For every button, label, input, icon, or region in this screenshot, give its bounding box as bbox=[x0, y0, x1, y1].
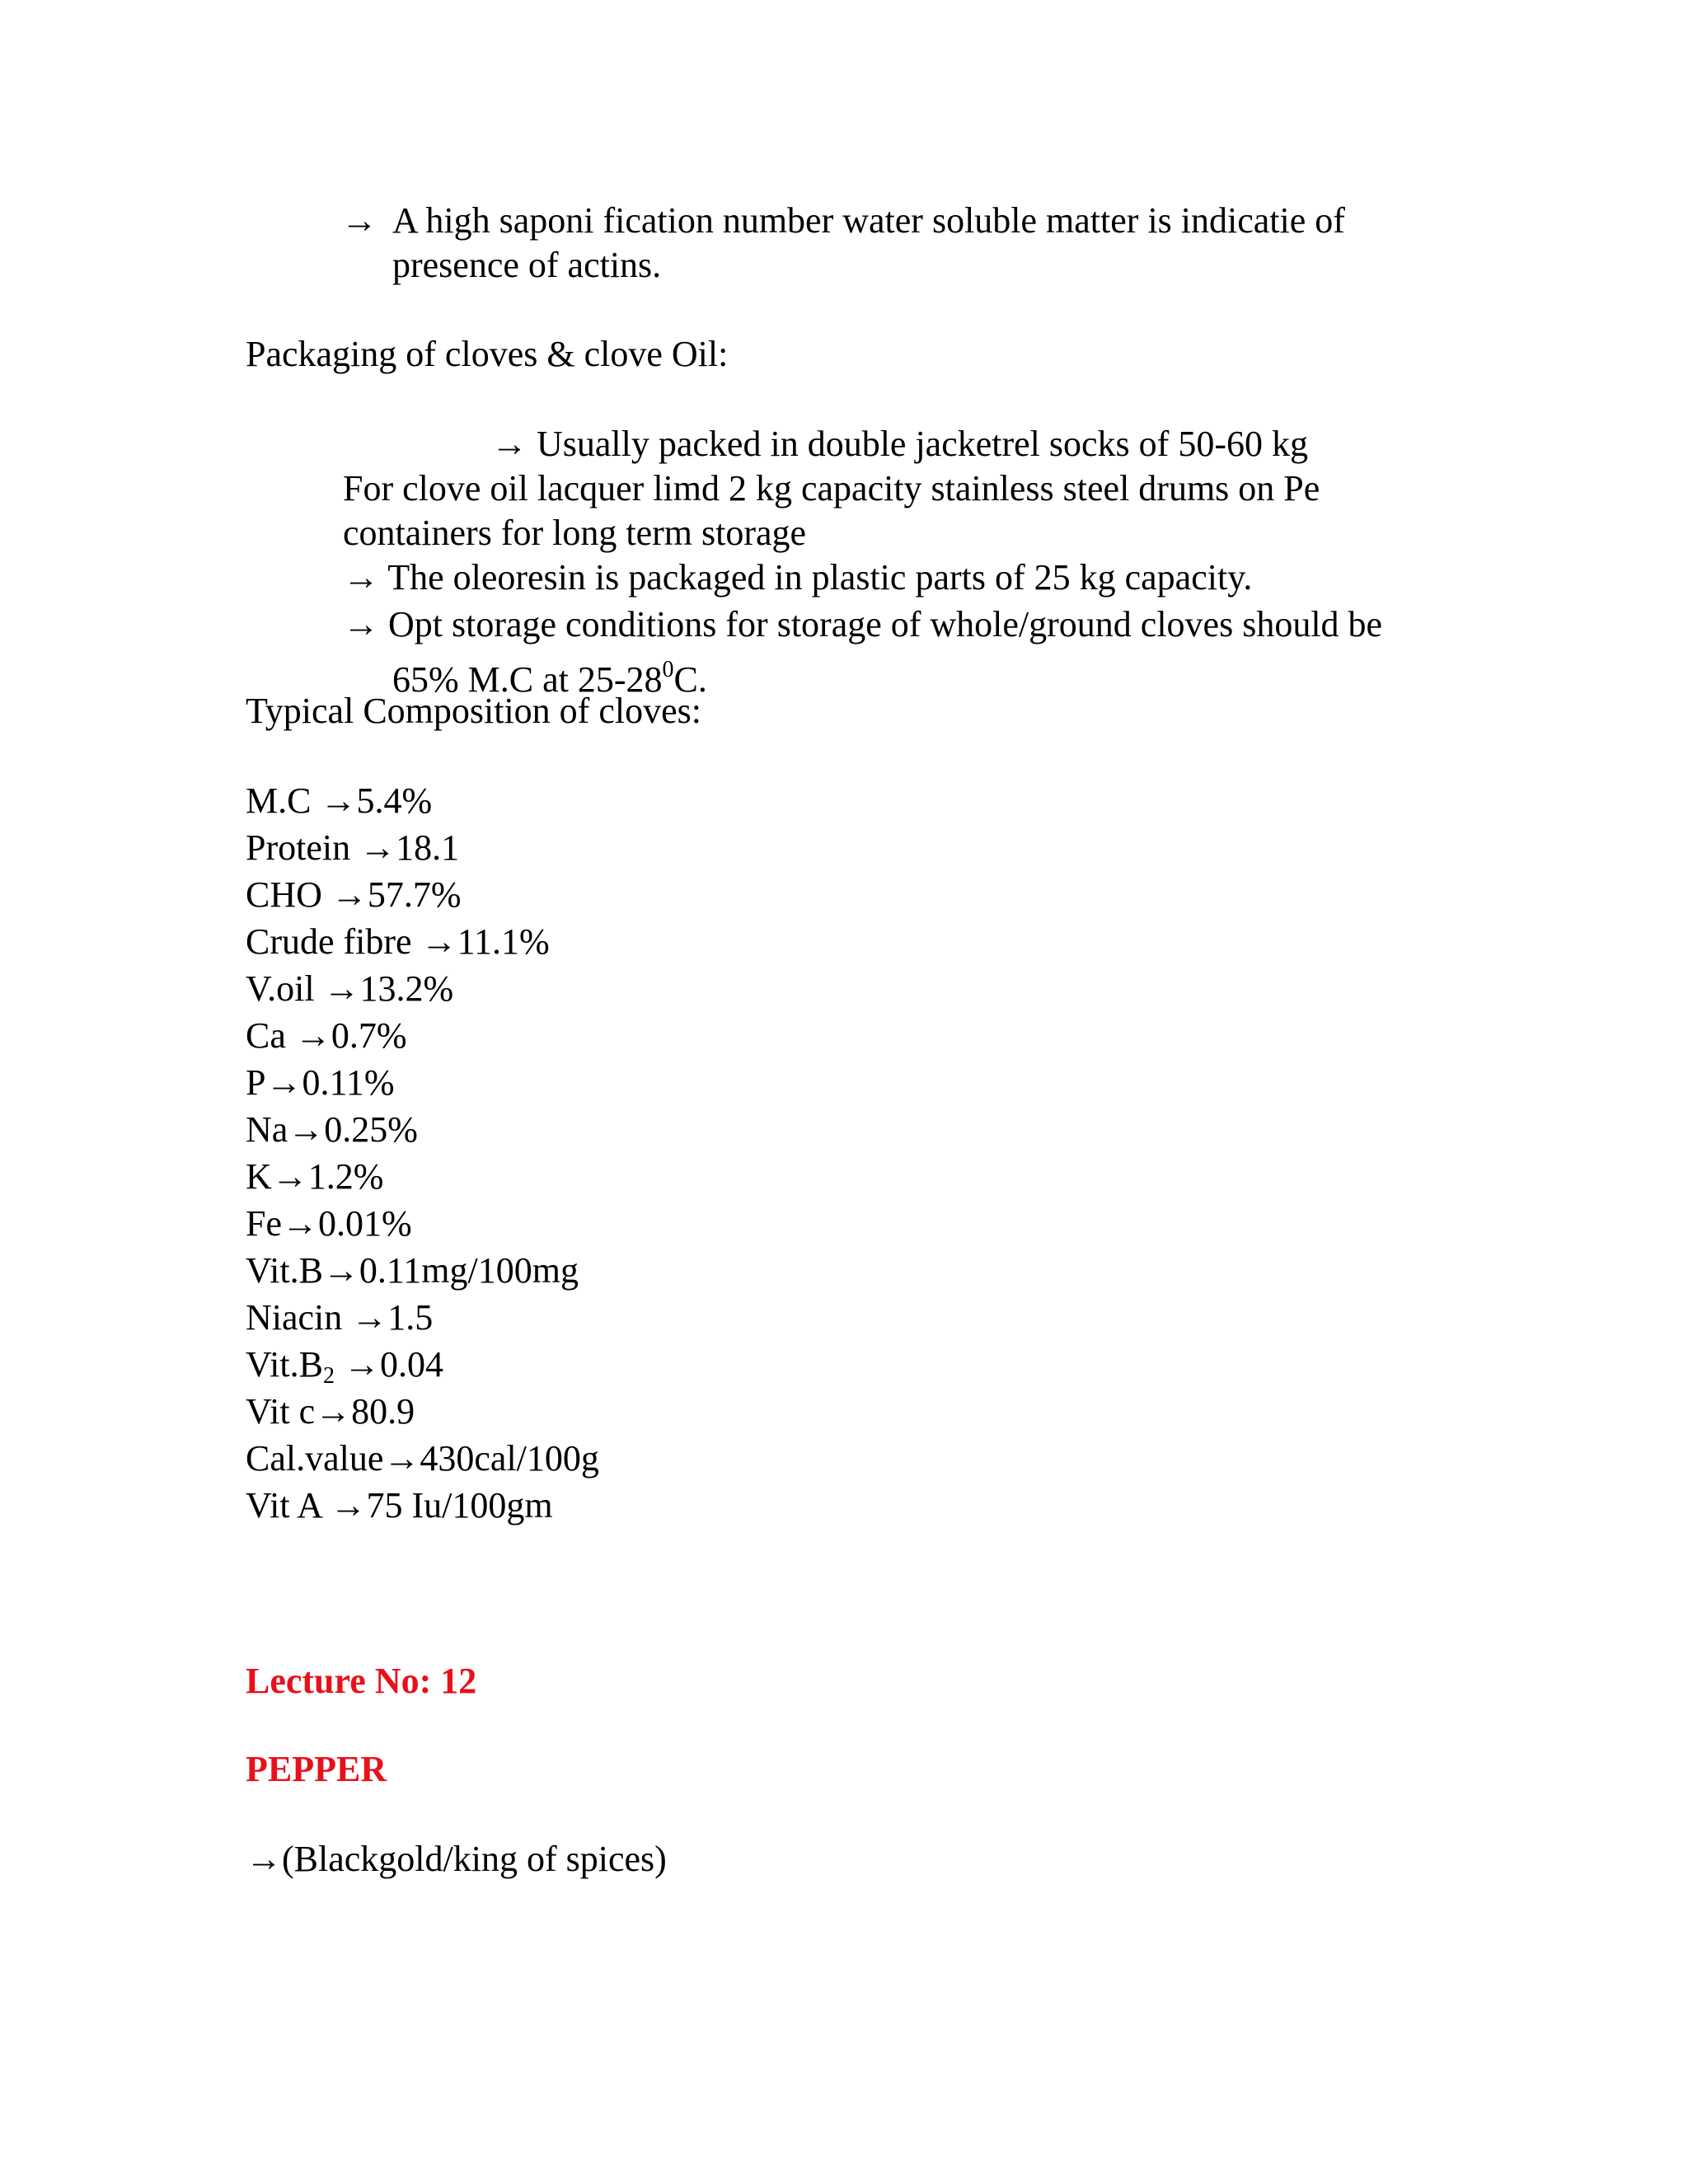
storage-temp-unit: C. bbox=[673, 659, 707, 700]
packaging-bullet-1: → Usually packed in double jacketrel socks of 50-60 kg bbox=[491, 424, 1308, 464]
lecture-heading: Lecture No: 12 bbox=[246, 1661, 477, 1701]
packaging-bullet-3-line-1: → Opt storage conditions for storage of whole/ground cloves should be bbox=[343, 604, 1383, 644]
intro-line-2: presence of actins. bbox=[392, 245, 662, 285]
composition-item: P→0.11% bbox=[246, 1062, 395, 1103]
composition-item: Vit A →75 Iu/100gm bbox=[246, 1485, 553, 1526]
packaging-heading: Packaging of cloves & clove Oil: bbox=[246, 334, 729, 374]
composition-item: M.C →5.4% bbox=[246, 780, 433, 821]
intro-arrow: → bbox=[341, 200, 377, 241]
composition-item: Crude fibre →11.1% bbox=[246, 921, 550, 962]
vit-b2-value: →0.04 bbox=[334, 1344, 443, 1385]
degree-sup: 0 bbox=[662, 657, 674, 682]
packaging-bullet-2: → The oleoresin is packaged in plastic parts of 25 kg capacity. bbox=[343, 557, 1253, 598]
storage-temp-text: 65% M.C at 25-28 bbox=[392, 659, 663, 700]
composition-item: Cal.value→430cal/100g bbox=[246, 1438, 599, 1479]
packaging-para-line-1: For clove oil lacquer limd 2 kg capacity stainless steel drums on Pe bbox=[343, 468, 1320, 509]
composition-item: Vit.B→0.11mg/100mg bbox=[246, 1250, 579, 1291]
composition-item: Fe→0.01% bbox=[246, 1203, 412, 1244]
composition-item: Vit c→80.9 bbox=[246, 1391, 415, 1432]
composition-item: K→1.2% bbox=[246, 1156, 384, 1197]
intro-line-1: A high saponi fication number water soluble matter is indicatie of bbox=[392, 200, 1345, 241]
composition-item: V.oil →13.2% bbox=[246, 968, 454, 1009]
composition-item: Ca →0.7% bbox=[246, 1015, 407, 1056]
vit-b2-label: Vit.B bbox=[246, 1344, 323, 1385]
composition-item: Na→0.25% bbox=[246, 1109, 418, 1150]
vit-b2-subscript: 2 bbox=[322, 1363, 335, 1389]
lecture-subtitle: →(Blackgold/king of spices) bbox=[246, 1839, 667, 1879]
composition-item: CHO →57.7% bbox=[246, 874, 462, 915]
composition-item: Protein →18.1 bbox=[246, 827, 460, 868]
composition-item: Niacin →1.5 bbox=[246, 1297, 434, 1338]
composition-heading: Typical Composition of cloves: bbox=[246, 691, 701, 731]
packaging-para-line-2: containers for long term storage bbox=[343, 513, 807, 553]
lecture-title: PEPPER bbox=[246, 1749, 387, 1789]
